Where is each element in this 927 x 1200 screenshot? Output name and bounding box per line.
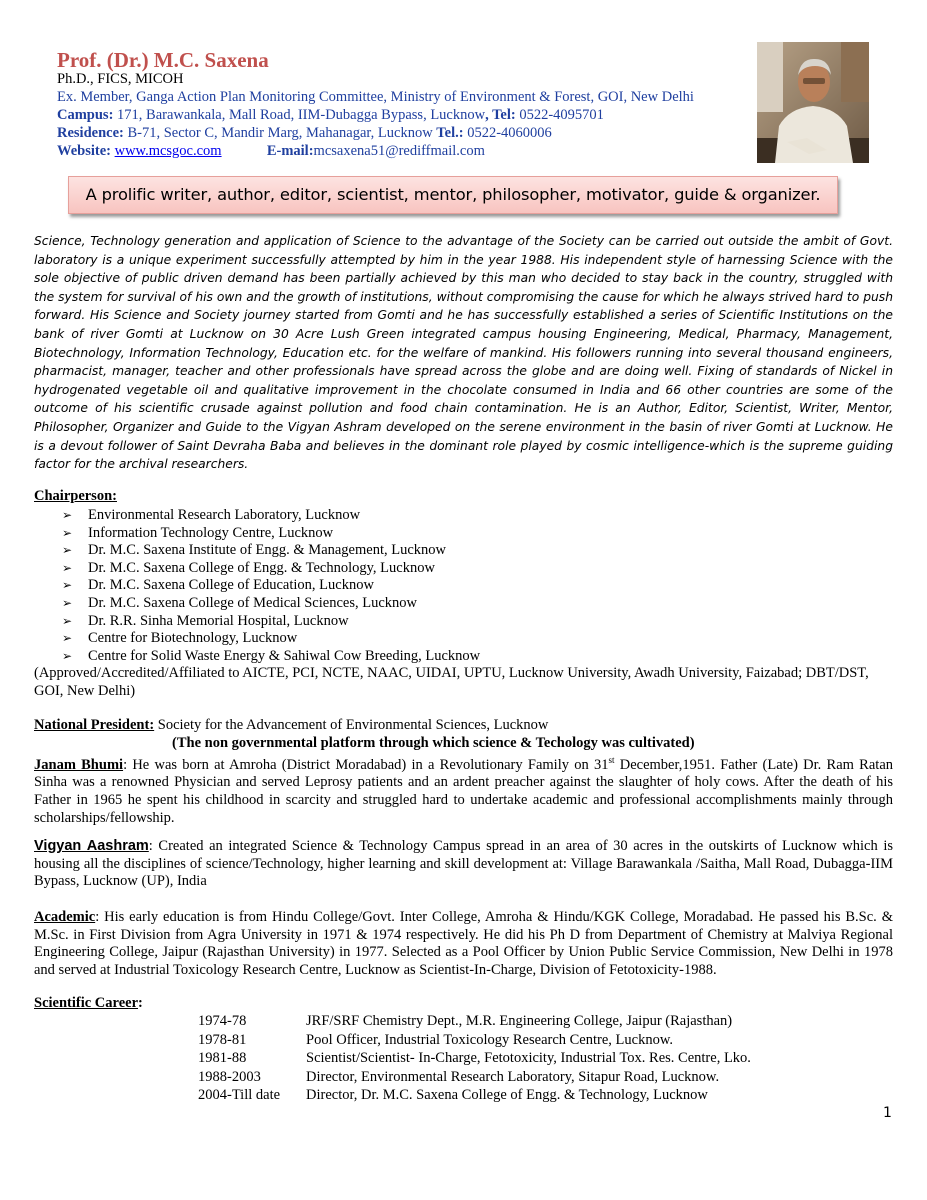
profile-name: Prof. (Dr.) M.C. Saxena xyxy=(57,48,269,72)
list-item-label: Dr. M.C. Saxena College of Engg. & Technology, Lucknow xyxy=(88,559,435,576)
national-president-text: Society for the Advancement of Environmental Sciences, Lucknow xyxy=(154,717,549,733)
residence-address: B-71, Sector C, Mandir Marg, Mahanagar, Lucknow xyxy=(123,125,437,141)
website-link[interactable]: www.mcsgoc.com xyxy=(114,143,222,159)
scientific-career-heading-text: Scientific Career xyxy=(34,995,139,1011)
table-row xyxy=(198,1031,751,1050)
janam-bhumi-text-start: : He was born at Amroha (District Moradabad) in a Revolutionary Family on 31 xyxy=(123,756,609,773)
academic-text: : His early education is from Hindu College/Govt. Inter College, Amroha & Hindu/KGK College, Moradabad. He passed his B.Sc. & M.Sc. in First Division from Agra University in 1971 & 1974 respectively. He did his Ph D from Department of Chemistry at Malviya Regional Engineering College, Jaipur (Rajasthan University) in 1977. Selected as a Pool Officer by Union Public Service Commission, New Delhi in 1978 and served at Industrial Toxicology Research Centre, Lucknow as Scientist-In-Charge, Division of Fetotoxicity-1988. xyxy=(34,909,893,978)
residence-label: Residence: xyxy=(57,125,124,141)
website-label: Website: xyxy=(57,143,111,159)
position-line: Ex. Member, Ganga Action Plan Monitoring Committee, Ministry of Environment & Forest, GOI, New Delhi xyxy=(57,89,694,105)
career-years: 1981-88 xyxy=(198,1050,247,1067)
campus-tel: 0522-4095701 xyxy=(515,107,604,123)
career-table xyxy=(198,1012,751,1105)
list-item-label: Environmental Research Laboratory, Lucknow xyxy=(88,507,361,523)
national-president-heading: National President: xyxy=(34,717,155,733)
list-item xyxy=(62,560,480,578)
scientific-career-heading xyxy=(34,995,143,1013)
list-item-label: Dr. M.C. Saxena College of Education, Lucknow xyxy=(88,577,374,594)
table-row xyxy=(198,1049,751,1068)
list-item xyxy=(62,542,480,560)
arrow-bullet-icon: ➢ xyxy=(62,543,73,558)
list-item xyxy=(62,525,480,543)
chairperson-list xyxy=(62,507,480,665)
arrow-bullet-icon: ➢ xyxy=(62,525,73,540)
arrow-bullet-icon: ➢ xyxy=(62,631,73,646)
arrow-bullet-icon: ➢ xyxy=(62,578,73,593)
arrow-bullet-icon: ➢ xyxy=(62,560,73,575)
scientific-career-colon: : xyxy=(138,995,143,1011)
chairperson-heading-text: Chairperson: xyxy=(34,488,117,504)
career-years: 1988-2003 xyxy=(198,1068,261,1085)
career-role: Scientist/Scientist- In-Charge, Fetotoxicity, Industrial Tox. Res. Centre, Lko. xyxy=(306,1050,751,1067)
profile-photo xyxy=(757,42,869,163)
residence-line xyxy=(57,124,552,142)
janam-bhumi-text-end: December,1951. Father (Late) Dr. Ram Ratan Sinha was a renowned Physician and served Leprosy patients and an ardent preacher against the slaughter of holy cows. After the death of his Father in 1965 he spent his childhood in scarcity and struggled hard to undertake academic and professional accomplishments mainly through scholarships/fellowship. xyxy=(34,756,894,826)
tagline-banner xyxy=(68,176,838,214)
list-item xyxy=(62,648,480,666)
janam-bhumi-heading: Janam Bhumi xyxy=(34,756,124,773)
vigyan-aashram-heading: Vigyan Aashram xyxy=(34,838,149,854)
career-role: Director, Environmental Research Laboratory, Sitapur Road, Lucknow. xyxy=(306,1068,720,1085)
residence-tel-label: Tel.: xyxy=(436,125,464,141)
career-role: Pool Officer, Industrial Toxicology Research Centre, Lucknow. xyxy=(306,1031,673,1048)
degrees: Ph.D., FICS, MICOH xyxy=(57,71,184,87)
list-item xyxy=(62,507,480,525)
vigyan-aashram-paragraph xyxy=(34,838,893,891)
list-item-label: Information Technology Centre, Lucknow xyxy=(88,524,334,541)
campus-label: Campus: xyxy=(57,107,114,123)
academic-heading: Academic xyxy=(34,909,96,925)
career-years: 2004-Till date xyxy=(198,1087,281,1104)
janam-bhumi-paragraph xyxy=(34,752,893,827)
arrow-bullet-icon: ➢ xyxy=(62,508,73,522)
campus-tel-label: , Tel: xyxy=(485,107,516,123)
career-role: JRF/SRF Chemistry Dept., M.R. Engineering College, Jaipur (Rajasthan) xyxy=(306,1013,733,1029)
website-line xyxy=(57,142,485,160)
intro-paragraph xyxy=(34,232,893,474)
list-item xyxy=(62,577,480,595)
residence-tel: 0522-4060006 xyxy=(463,125,552,141)
list-item xyxy=(62,613,480,631)
chairperson-heading xyxy=(34,488,117,506)
list-item-label: Dr. M.C. Saxena College of Medical Sciences, Lucknow xyxy=(88,594,417,611)
tagline-text: A prolific writer, author, editor, scientist, mentor, philosopher, motivator, guide & organizer. xyxy=(85,185,821,204)
list-item-label: Centre for Solid Waste Energy & Sahiwal Cow Breeding, Lucknow xyxy=(88,647,481,664)
accreditation-note: (Approved/Accredited/Affiliated to AICTE, PCI, NCTE, NAAC, UIDAI, UPTU, Lucknow University, Awadh University, Faizabad; DBT/DST, GOI, New Delhi) xyxy=(34,665,869,699)
arrow-bullet-icon: ➢ xyxy=(62,595,73,610)
national-president-subtitle: (The non governmental platform through which science & Techology was cultivated) xyxy=(172,735,695,751)
career-role: Director, Dr. M.C. Saxena College of Engg. & Technology, Lucknow xyxy=(306,1087,708,1104)
intro-text: Science, Technology generation and application of Science to the advantage of the Society can be carried out outside the ambit of Govt. laboratory is a unique experiment successfully attempted by him in the year 1988. His independent style of harnessing Science with the sole objective of public driven demand has been partially achieved by this man who decided to stay back in the country, struggled with the system for survival of his own and the growth of institutions, without compromising the cause for which he always strived hard to push forward. His Science and Society journey started from Gomti and he has successfully established a series of Scientific Institutions on the bank of river Gomti at Lucknow on 30 Acre Lush Green integrated campus housing Engineering, Medical, Pharmacy, Management, Biotechnology, Information Technology, Education etc. for the welfare of mankind. His followers running into several thousand engineers, pharmacist, manager, teacher and other professionals have spread across the globe and are doing well. Fixing of standards of Nickel in hydrogenated vegetable oil and qualitative improvement in the chocolate consumed in India and 66 other countries are some of the outcome of his scientific crusade against pollution and food chain contamination. He is an Author, Editor, Scientist, Writer, Mentor, Philosopher, Organizer and Guide to the Vigyan Ashram developed on the serene environment in the basin of river Gomti at Lucknow. He is a devout follower of Saint Devraha Baba and believes in the dominant role played by cosmic intelligence-which is the supreme guiding factor for the archival researchers. xyxy=(34,234,893,472)
arrow-bullet-icon: ➢ xyxy=(62,648,73,663)
table-row xyxy=(198,1012,751,1031)
career-years: 1974-78 xyxy=(198,1013,247,1029)
vigyan-aashram-text: : Created an integrated Science & Technology Campus spread in an area of 30 acres in the outskirts of Lucknow which is housing all the disciplines of science/Technology, higher learning and skill development at: Village Barawankala /Saitha, Mall Road, Dubagga-IIM Bypass, Lucknow (UP), India xyxy=(34,838,894,890)
national-president-line xyxy=(34,717,548,735)
career-years: 1978-81 xyxy=(198,1031,247,1048)
list-item-label: Dr. M.C. Saxena Institute of Engg. & Management, Lucknow xyxy=(88,542,447,559)
list-item-label: Dr. R.R. Sinha Memorial Hospital, Lucknow xyxy=(88,612,349,629)
campus-line xyxy=(57,106,604,124)
janam-bhumi-superscript: st xyxy=(608,755,615,765)
list-item xyxy=(62,630,480,648)
list-item-label: Centre for Biotechnology, Lucknow xyxy=(88,630,298,647)
email-label: E-mail: xyxy=(266,143,314,159)
table-row xyxy=(198,1068,751,1087)
email-address[interactable]: mcsaxena51@rediffmail.com xyxy=(313,143,485,159)
academic-paragraph xyxy=(34,909,893,979)
table-row xyxy=(198,1086,751,1105)
campus-address: 171, Barawankala, Mall Road, IIM-Dubagga Bypass, Lucknow xyxy=(113,107,486,123)
arrow-bullet-icon: ➢ xyxy=(62,613,73,628)
list-item xyxy=(62,595,480,613)
page-number: 1 xyxy=(883,1105,892,1121)
